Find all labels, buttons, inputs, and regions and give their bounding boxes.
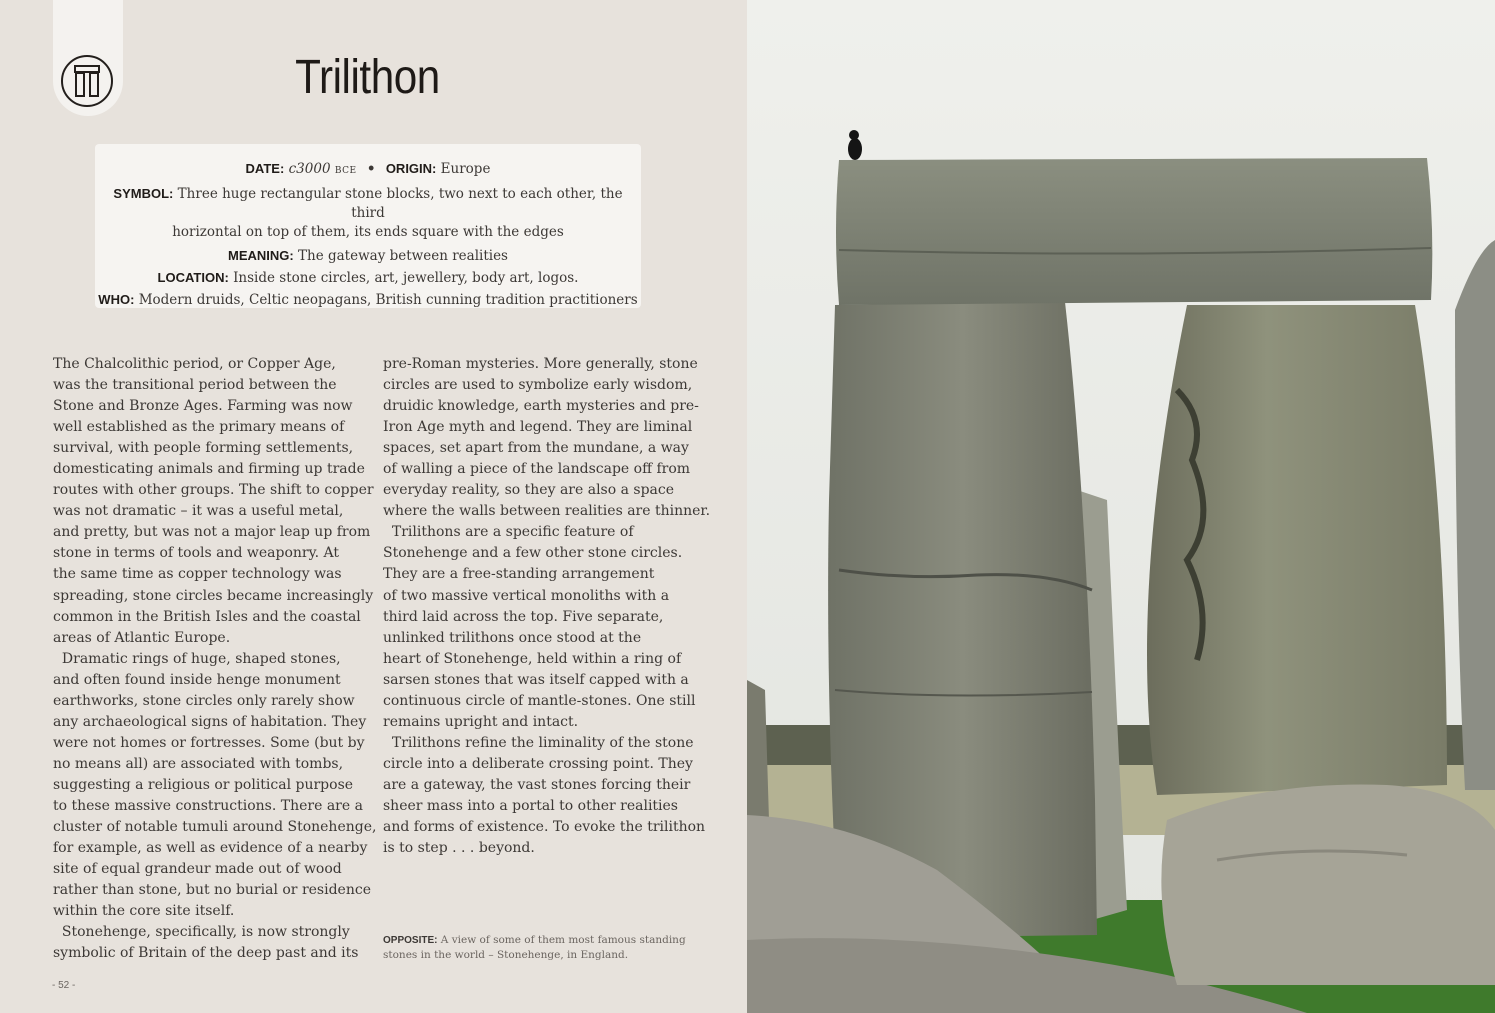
date-value: c3000 bbox=[288, 161, 331, 177]
info-symbol bbox=[95, 184, 641, 242]
date-label: DATE: bbox=[245, 161, 285, 176]
caption-label: OPPOSITE: bbox=[383, 935, 438, 946]
separator-dot: • bbox=[366, 161, 376, 177]
origin-value: Europe bbox=[440, 161, 491, 177]
info-date-origin bbox=[95, 158, 641, 182]
location-value: Inside stone circles, art, jewellery, body art, logos. bbox=[233, 270, 579, 286]
meaning-value: The gateway between realities bbox=[298, 248, 508, 264]
origin-label: ORIGIN: bbox=[385, 161, 437, 176]
date-era: BCE bbox=[334, 166, 357, 176]
body-column-1: The Chalcolithic period, or Copper Age, was the transitional period between the Stone and Bronze Ages. Farming was now well established as the primary means of survival, with people forming settlements, domesticating animals and firming up trade routes with other groups. The shift to copper was not dramatic – it was a useful metal, and pretty, but was not a major leap up from stone in terms of tools and weaponry. At the same time as copper technology was spreading, stone circles became increasingly common in the British Isles and the coastal areas of Atlantic Europe. Dramatic rings of huge, shaped stones, and often found inside henge monument earthworks, stone circles only rarely show any archaeological signs of habitation. They were not homes or fortresses. Some (but by no means all) are associated with tombs, suggesting a religious or political purpose to these massive constructions. There are a cluster of notable tumuli around Stonehenge, for example, as well as evidence of a nearby site of equal grandeur made out of wood rather than stone, but no burial or residence within the core site itself. Stonehenge, specifically, is now strongly symbolic of Britain of the deep past and its bbox=[53, 356, 377, 962]
page-title: Trilithon bbox=[295, 51, 440, 104]
info-meaning bbox=[95, 245, 641, 267]
stonehenge-photo bbox=[747, 0, 1495, 1013]
location-label: LOCATION: bbox=[157, 270, 229, 285]
photo-caption bbox=[383, 933, 703, 963]
info-location bbox=[95, 267, 641, 289]
left-page bbox=[0, 0, 747, 1013]
info-who bbox=[95, 289, 641, 311]
who-label: WHO: bbox=[98, 292, 135, 307]
meaning-label: MEANING: bbox=[228, 248, 294, 263]
caption-text: A view of some of them most famous standing stones in the world – Stonehenge, in England. bbox=[383, 934, 686, 961]
page-number: - 52 - bbox=[52, 980, 76, 991]
who-value: Modern druids, Celtic neopagans, British cunning tradition practitioners bbox=[138, 292, 638, 308]
body-column-2: pre-Roman mysteries. More generally, stone circles are used to symbolize early wisdom, druidic knowledge, earth mysteries and pre- Iron Age myth and legend. They are liminal spaces, set apart from the mundane, a way of walling a piece of the landscape off from everyday reality, so they are also a space where the walls between realities are thinner. Trilithons are a specific feature of Stonehenge and a few other stone circles. They are a free-standing arrangement of two massive vertical monoliths with a third laid across the top. Five separate, unlinked trilithons once stood at the heart of Stonehenge, held within a ring of sarsen stones that was itself capped with a continuous circle of mantle-stones. One still remains upright and intact. Trilithons refine the liminality of the stone circle into a deliberate crossing point. They are a gateway, the vast stones forcing their sheer mass into a portal to other realities and forms of existence. To evoke the trilithon is to step . . . beyond. bbox=[383, 356, 711, 857]
symbol-label: SYMBOL: bbox=[113, 186, 174, 201]
info-box bbox=[95, 144, 641, 308]
symbol-value-1: Three huge rectangular stone blocks, two next to each other, the third bbox=[177, 186, 623, 221]
symbol-value-2: horizontal on top of them, its ends square with the edges bbox=[172, 224, 564, 240]
